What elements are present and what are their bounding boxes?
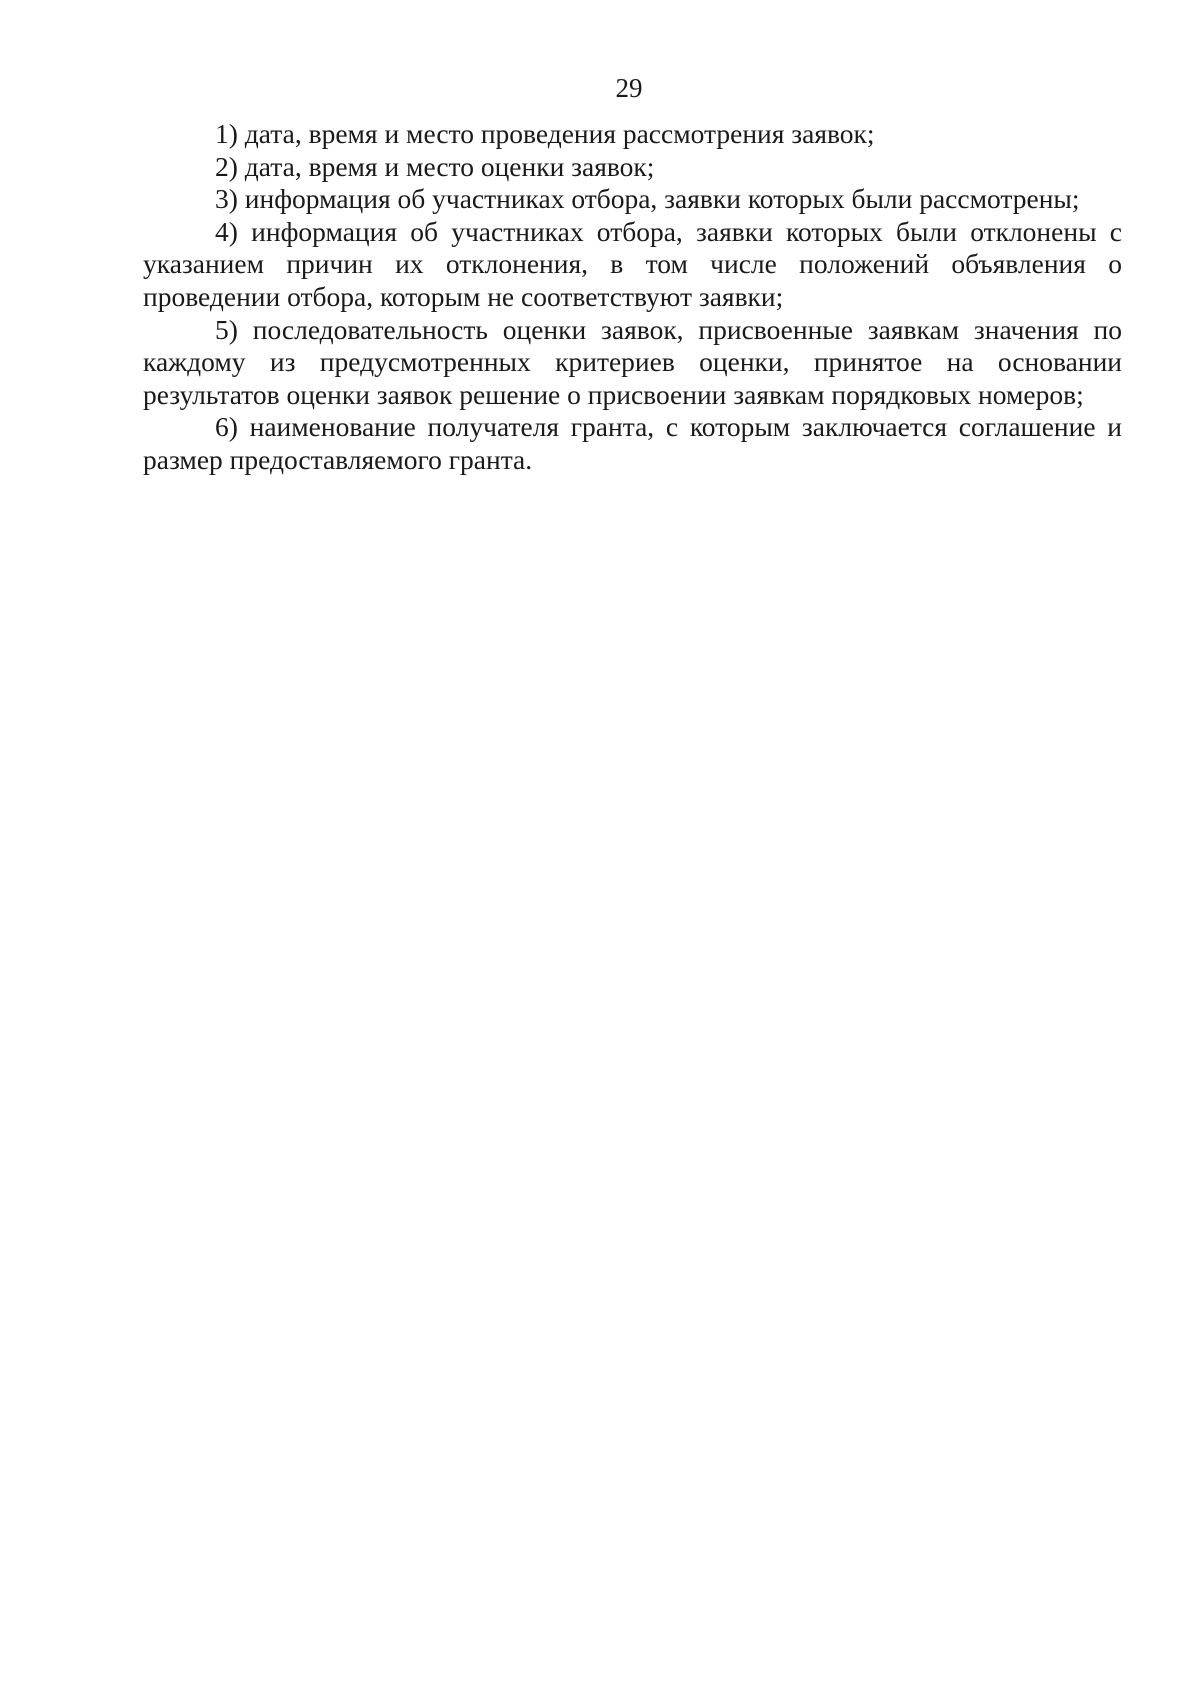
list-item-5: 5) последовательность оценки заявок, присвоенные заявкам значения по каждому из предусмотренных критериев оценки, принятое на основании результатов оценки заявок решение о присвоении заявкам порядковых номеров; <box>143 313 1122 410</box>
document-body <box>143 118 1122 477</box>
page-number: 29 <box>615 73 643 103</box>
list-item-6: 6) наименование получателя гранта, с которым заключается соглашение и размер предоставляемого гранта. <box>143 411 1122 475</box>
list-item-3: 3) информация об участниках отбора, заявки которых были рассмотрены; <box>215 183 1080 215</box>
list-item-4: 4) информация об участниках отбора, заявки которых были отклонены с указанием причин их отклонения, в том числе положений объявления о проведении отбора, которым не соответствуют заявки; <box>143 215 1122 312</box>
list-item-2: 2) дата, время и место оценки заявок; <box>215 150 655 182</box>
list-item-1: 1) дата, время и место проведения рассмотрения заявок; <box>215 118 875 149</box>
